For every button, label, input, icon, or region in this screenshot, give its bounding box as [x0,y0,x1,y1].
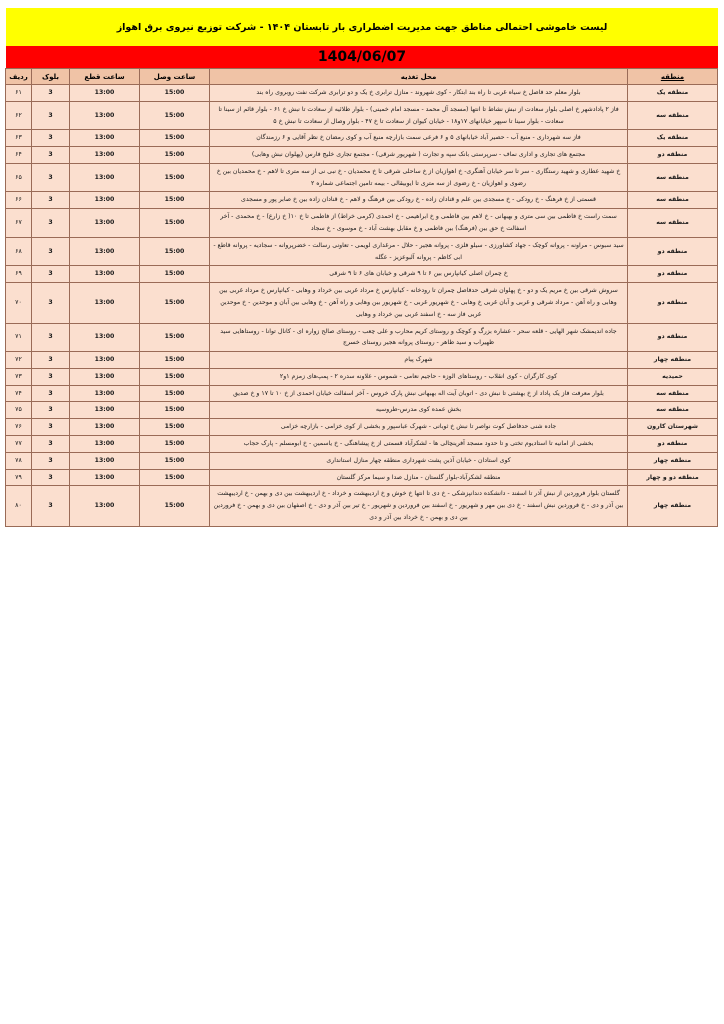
cell-on-time: 15:00 [140,130,210,147]
cell-block: 3 [32,452,70,469]
cell-off-time: 13:00 [70,486,140,526]
cell-radif: ۷۸ [6,452,32,469]
cell-block: 3 [32,147,70,164]
cell-on-time: 15:00 [140,237,210,266]
column-header-off-time-label: ساعت قطع [84,72,125,81]
cell-on-time: 15:00 [140,85,210,102]
cell-on-time: 15:00 [140,352,210,369]
cell-on-time: 15:00 [140,368,210,385]
table-header-row [6,69,718,85]
cell-location: قسمتی از خ فرهنگ - خ رودکی - خ مسجدی بین علم و قنادان زاده - خ رودکی بین فرهنگ و لاهم - خ قنادان زاده بین خ صابر پور و مسجدی [210,192,628,209]
cell-radif: ۷۴ [6,385,32,402]
cell-region: منطقه چهار [628,452,718,469]
cell-radif: ۶۶ [6,192,32,209]
cell-off-time: 13:00 [70,323,140,352]
cell-radif: ۶۱ [6,85,32,102]
table-row [6,368,718,385]
column-header-on-time [140,69,210,85]
cell-block: 3 [32,85,70,102]
cell-region: شهرستان کارون [628,419,718,436]
cell-on-time: 15:00 [140,435,210,452]
cell-on-time: 15:00 [140,402,210,419]
cell-off-time: 13:00 [70,419,140,436]
cell-block: 3 [32,101,70,130]
column-header-location-label: محل تغذیه [400,72,437,81]
cell-radif: ۷۷ [6,435,32,452]
cell-on-time: 15:00 [140,192,210,209]
cell-radif: ۶۳ [6,130,32,147]
table-body [6,85,718,527]
cell-block: 3 [32,323,70,352]
cell-region: منطقه چهار [628,352,718,369]
schedule-date: 1404/06/07 [317,49,407,65]
cell-region: منطقه سه [628,192,718,209]
cell-location: کوی استادان - خیابان آذین پشت شهرداری منطقه چهار منازل استانداری [210,452,628,469]
cell-off-time: 13:00 [70,452,140,469]
cell-block: 3 [32,266,70,283]
cell-block: 3 [32,385,70,402]
cell-on-time: 15:00 [140,266,210,283]
cell-region: منطقه دو و چهار [628,469,718,486]
cell-location: سروش شرقی بین خ مریم یک و دو - خ پهلوان شرقی حدفاصل چمران تا رودخانه - کیانپارس خ مرداد غربی بین خرداد و وهابی - کیانپارس خ مرداد غربی بین وهابی و راه آهن - مرداد شرقی و غربی و آبان غربی خ وهابی - خ شهریور غربی - خ شهریور بین وهابی و راه آهن - خ وهابی بین آبان و موحدین - خ موحدین غربی فاز سه - خ اسفند غربی بین خرداد و وهابی [210,283,628,323]
table-row [6,85,718,102]
column-header-block [32,69,70,85]
table-row [6,452,718,469]
cell-off-time: 13:00 [70,85,140,102]
cell-block: 3 [32,192,70,209]
cell-location: سید سبوس - مراونه - پروانه کوچک - جهاد کشاورزی - سیلو فلزی - پروانه هجیر - حلال - مرغداری لویمی - تعاونی رسالت - خضرپروانه - سجادیه - پروانه قاطع - ابی کاظم - پروانه آلبوعزیز - عگله [210,237,628,266]
cell-on-time: 15:00 [140,163,210,192]
column-header-on-time-label: ساعت وصل [153,72,196,81]
table-row [6,163,718,192]
cell-region: منطقه دو [628,237,718,266]
cell-off-time: 13:00 [70,209,140,238]
cell-location: جاده اندیمشک شهر الهایی - قلعه سحر - عشاره بزرگ و کوچک و روستای کریم محارب و علی چعب - روستای صالح زواره ای - کانال توانا - روستاهایی سید ظهیراب و سید طاهر - روستای پروانه هجیر روستای خسرج [210,323,628,352]
column-header-location [210,69,628,85]
table-row [6,419,718,436]
cell-radif: ۷۳ [6,368,32,385]
cell-location: فاز سه شهرداری - منبع آب - حصیر آباد خیابانهای ۵ و ۶ فرعی سمت بازارچه منبع آب و کوی رمضان خ نظر آقایی و ۶ رزمندگان [210,130,628,147]
table-row [6,192,718,209]
cell-location: فاز ۲ پاداد‌شهر خ اصلی بلوار سعادت از نبش نشاط تا انتها (مسجد آل محمد - مسجد امام خمینی) - بلوار طلائیه از سعادت تا نبش خ ۶۱ - بلوار قائم از سینا تا سعادت - بلوار سینا تا سپهر خیابانهای ۱۷و۱۸ - خیابان کیوان از سعادت تا خ ۴۷ - بلوار وصال از سعادت تا نبش خ ۵ [210,101,628,130]
cell-on-time: 15:00 [140,469,210,486]
cell-off-time: 13:00 [70,368,140,385]
cell-location: کوی کارگران - کوی انقلاب - روستاهای الوزه - حاجیم نعامی - شموس - علاونه سدره ۲ - پمپ‌های زمزم ۱و۲ [210,368,628,385]
cell-radif: ۷۱ [6,323,32,352]
column-header-radif-label: ردیف [9,72,28,81]
cell-region: منطقه چهار [628,486,718,526]
cell-radif: ۷۹ [6,469,32,486]
cell-block: 3 [32,469,70,486]
date-band [6,46,718,68]
cell-region: منطقه دو [628,147,718,164]
cell-region: منطقه دو [628,323,718,352]
column-header-region [628,69,718,85]
cell-off-time: 13:00 [70,283,140,323]
cell-region: منطقه سه [628,402,718,419]
cell-off-time: 13:00 [70,385,140,402]
cell-location: بلوار معرفت فاز یک پاداد از خ بهشتی تا نبش دی - اتوبان آیت اله بهبهانی نبش پارک خروس - آخر اسفالت خیابان احمدی از خ ۱۰ تا ۱۷ و خ صدیق [210,385,628,402]
column-header-block-label: بلوک [41,72,60,81]
cell-block: 3 [32,163,70,192]
table-row [6,352,718,369]
cell-location: منطقه لشکرآباد-بلوار گلستان - منازل صدا و سیما مرکز گلستان [210,469,628,486]
cell-region: منطقه سه [628,163,718,192]
cell-radif: ۶۷ [6,209,32,238]
table-row [6,323,718,352]
cell-on-time: 15:00 [140,419,210,436]
cell-radif: ۷۶ [6,419,32,436]
cell-off-time: 13:00 [70,163,140,192]
cell-radif: ۶۹ [6,266,32,283]
cell-region: حمیدیه [628,368,718,385]
cell-block: 3 [32,435,70,452]
cell-off-time: 13:00 [70,192,140,209]
cell-location: خ شهید عطاری و شهید رستگاری - سر تا سر خیابان آهنگری- خ اهوازیان از خ ساحلی شرقی تا خ محمدیان - خ نبی نی از سه متری تا لاهم - خ محمدیان بین خ رضوی و اهوازیان - خ رضوی از سه متری تا ایوبیقالی - بیمه تامین اجتماعی شماره ۲ [210,163,628,192]
cell-radif: ۷۲ [6,352,32,369]
cell-block: 3 [32,283,70,323]
table-row [6,237,718,266]
cell-region: منطقه دو [628,283,718,323]
cell-off-time: 13:00 [70,130,140,147]
cell-radif: ۶۸ [6,237,32,266]
cell-location: جاده شنی حدفاصل کوت نواصر تا نبش خ ثوبانی - شهرک عباسپور و بخشی از کوی خزامی - بازارچه خزامی [210,419,628,436]
table-row [6,147,718,164]
cell-location: مجتمع های تجاری و اداری نماف - سرپرستی بانک سپه و تجارت ( شهریور شرقی) - مجتمع تجاری خلیج فارس (پهلوان نبش وهابی) [210,147,628,164]
cell-on-time: 15:00 [140,101,210,130]
cell-on-time: 15:00 [140,209,210,238]
cell-block: 3 [32,130,70,147]
cell-on-time: 15:00 [140,486,210,526]
cell-location: سمت راست خ فاطمی بین سی متری و بهبهانی - خ لاهم بین فاطمی و خ ابراهیمی - خ احمدی (کرمی خراط) از فاطمی تا خ ۱۰( خ زارع) - خ محمدی - آخر اسفالت خ حق بین (فرهنگ) بین فاطمی و خ مقابل بهشت آباد - خ موسوی - خ سجاد [210,209,628,238]
cell-off-time: 13:00 [70,237,140,266]
cell-off-time: 13:00 [70,266,140,283]
table-row [6,266,718,283]
cell-block: 3 [32,209,70,238]
table-row [6,283,718,323]
cell-region: منطقه دو [628,435,718,452]
cell-radif: ۷۵ [6,402,32,419]
cell-off-time: 13:00 [70,402,140,419]
cell-on-time: 15:00 [140,385,210,402]
cell-block: 3 [32,237,70,266]
cell-block: 3 [32,368,70,385]
cell-off-time: 13:00 [70,352,140,369]
table-row [6,402,718,419]
cell-location: خ چمران اصلی کیانپارس بین ۶ تا ۹ شرقی و خیابان های ۶ تا ۹ شرقی [210,266,628,283]
cell-location: بخشی از امانیه تا استادیوم تختی و تا حدود مسجد آفرینچالی ها - لشکرآباد قسمتی از خ پیشاهنگی - خ یاسمین - خ ابومسلم - پارک حجاب [210,435,628,452]
cell-on-time: 15:00 [140,147,210,164]
cell-region: منطقه سه [628,209,718,238]
cell-radif: ۷۰ [6,283,32,323]
table-row [6,486,718,526]
cell-block: 3 [32,419,70,436]
cell-location: گلستان بلوار فروردین از نبش آذر تا اسفند - دانشکده دندانپزشکی - خ دی تا انتها خ خوش و خ اردیبهشت و خرداد - خ اردیبهشت بین دی و بهمن - خ اردیبهشت بین آذر و دی - خ فروردین نبش اسفند - خ دی بین مهر و شهریور - خ اسفند بین فروردین و شهریور - خ تیر بین آذر و دی - خ اصفهان بین دی و بهمن - خ فروردین بین دی و بهمن - خ خرداد بین آذر و دی [210,486,628,526]
column-header-off-time [70,69,140,85]
cell-off-time: 13:00 [70,469,140,486]
table-row [6,101,718,130]
cell-location: بلوار معلم حد فاصل خ سیاه غربی تا راه بند ابتکار - کوی شهروند - منازل ترابری خ یک و دو ترابری شرکت نفت روبروی راه بند [210,85,628,102]
cell-location: شهرک پیام [210,352,628,369]
cell-block: 3 [32,402,70,419]
cell-region: منطقه یک [628,85,718,102]
cell-off-time: 13:00 [70,147,140,164]
cell-location: بخش عمده کوی مدرس-طروسیه [210,402,628,419]
cell-radif: ۶۵ [6,163,32,192]
cell-on-time: 15:00 [140,283,210,323]
cell-on-time: 15:00 [140,452,210,469]
cell-on-time: 15:00 [140,323,210,352]
cell-radif: ۸۰ [6,486,32,526]
table-row [6,435,718,452]
title-band [6,8,718,46]
cell-region: منطقه دو [628,266,718,283]
cell-off-time: 13:00 [70,435,140,452]
cell-region: منطقه سه [628,101,718,130]
page-title: لیست خاموشی احتمالی مناطق جهت مدیریت اضطراری بار تابستان ۱۴۰۴ - شرکت توزیع نیروی برق اهواز [116,21,608,33]
column-header-region-label: منطقه [660,72,685,81]
outage-table [5,68,718,527]
table-row [6,209,718,238]
column-header-radif [6,69,32,85]
cell-radif: ۶۲ [6,101,32,130]
cell-region: منطقه سه [628,385,718,402]
cell-radif: ۶۴ [6,147,32,164]
cell-off-time: 13:00 [70,101,140,130]
cell-block: 3 [32,486,70,526]
table-row [6,130,718,147]
table-header [6,69,718,85]
cell-region: منطقه یک [628,130,718,147]
cell-block: 3 [32,352,70,369]
table-row [6,469,718,486]
table-row [6,385,718,402]
